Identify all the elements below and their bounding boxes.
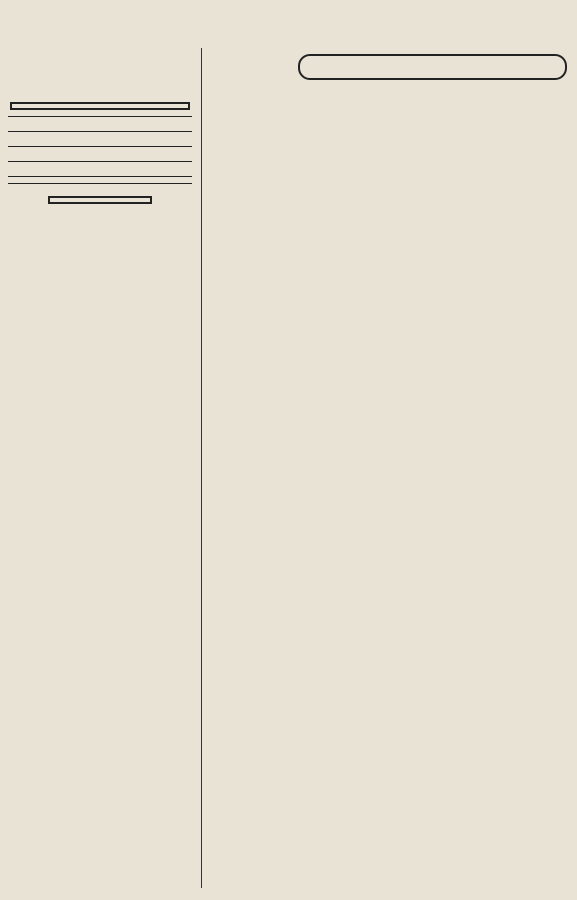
column-divider <box>201 48 202 888</box>
price-box <box>48 196 152 204</box>
separator <box>8 131 192 132</box>
table-of-contents <box>203 48 573 898</box>
separator <box>8 146 192 147</box>
separator <box>8 183 192 184</box>
masthead <box>0 90 200 890</box>
separator <box>8 116 192 117</box>
toc-title <box>298 54 567 80</box>
separator <box>8 176 192 177</box>
issue-number <box>10 102 190 110</box>
separator <box>8 161 192 162</box>
